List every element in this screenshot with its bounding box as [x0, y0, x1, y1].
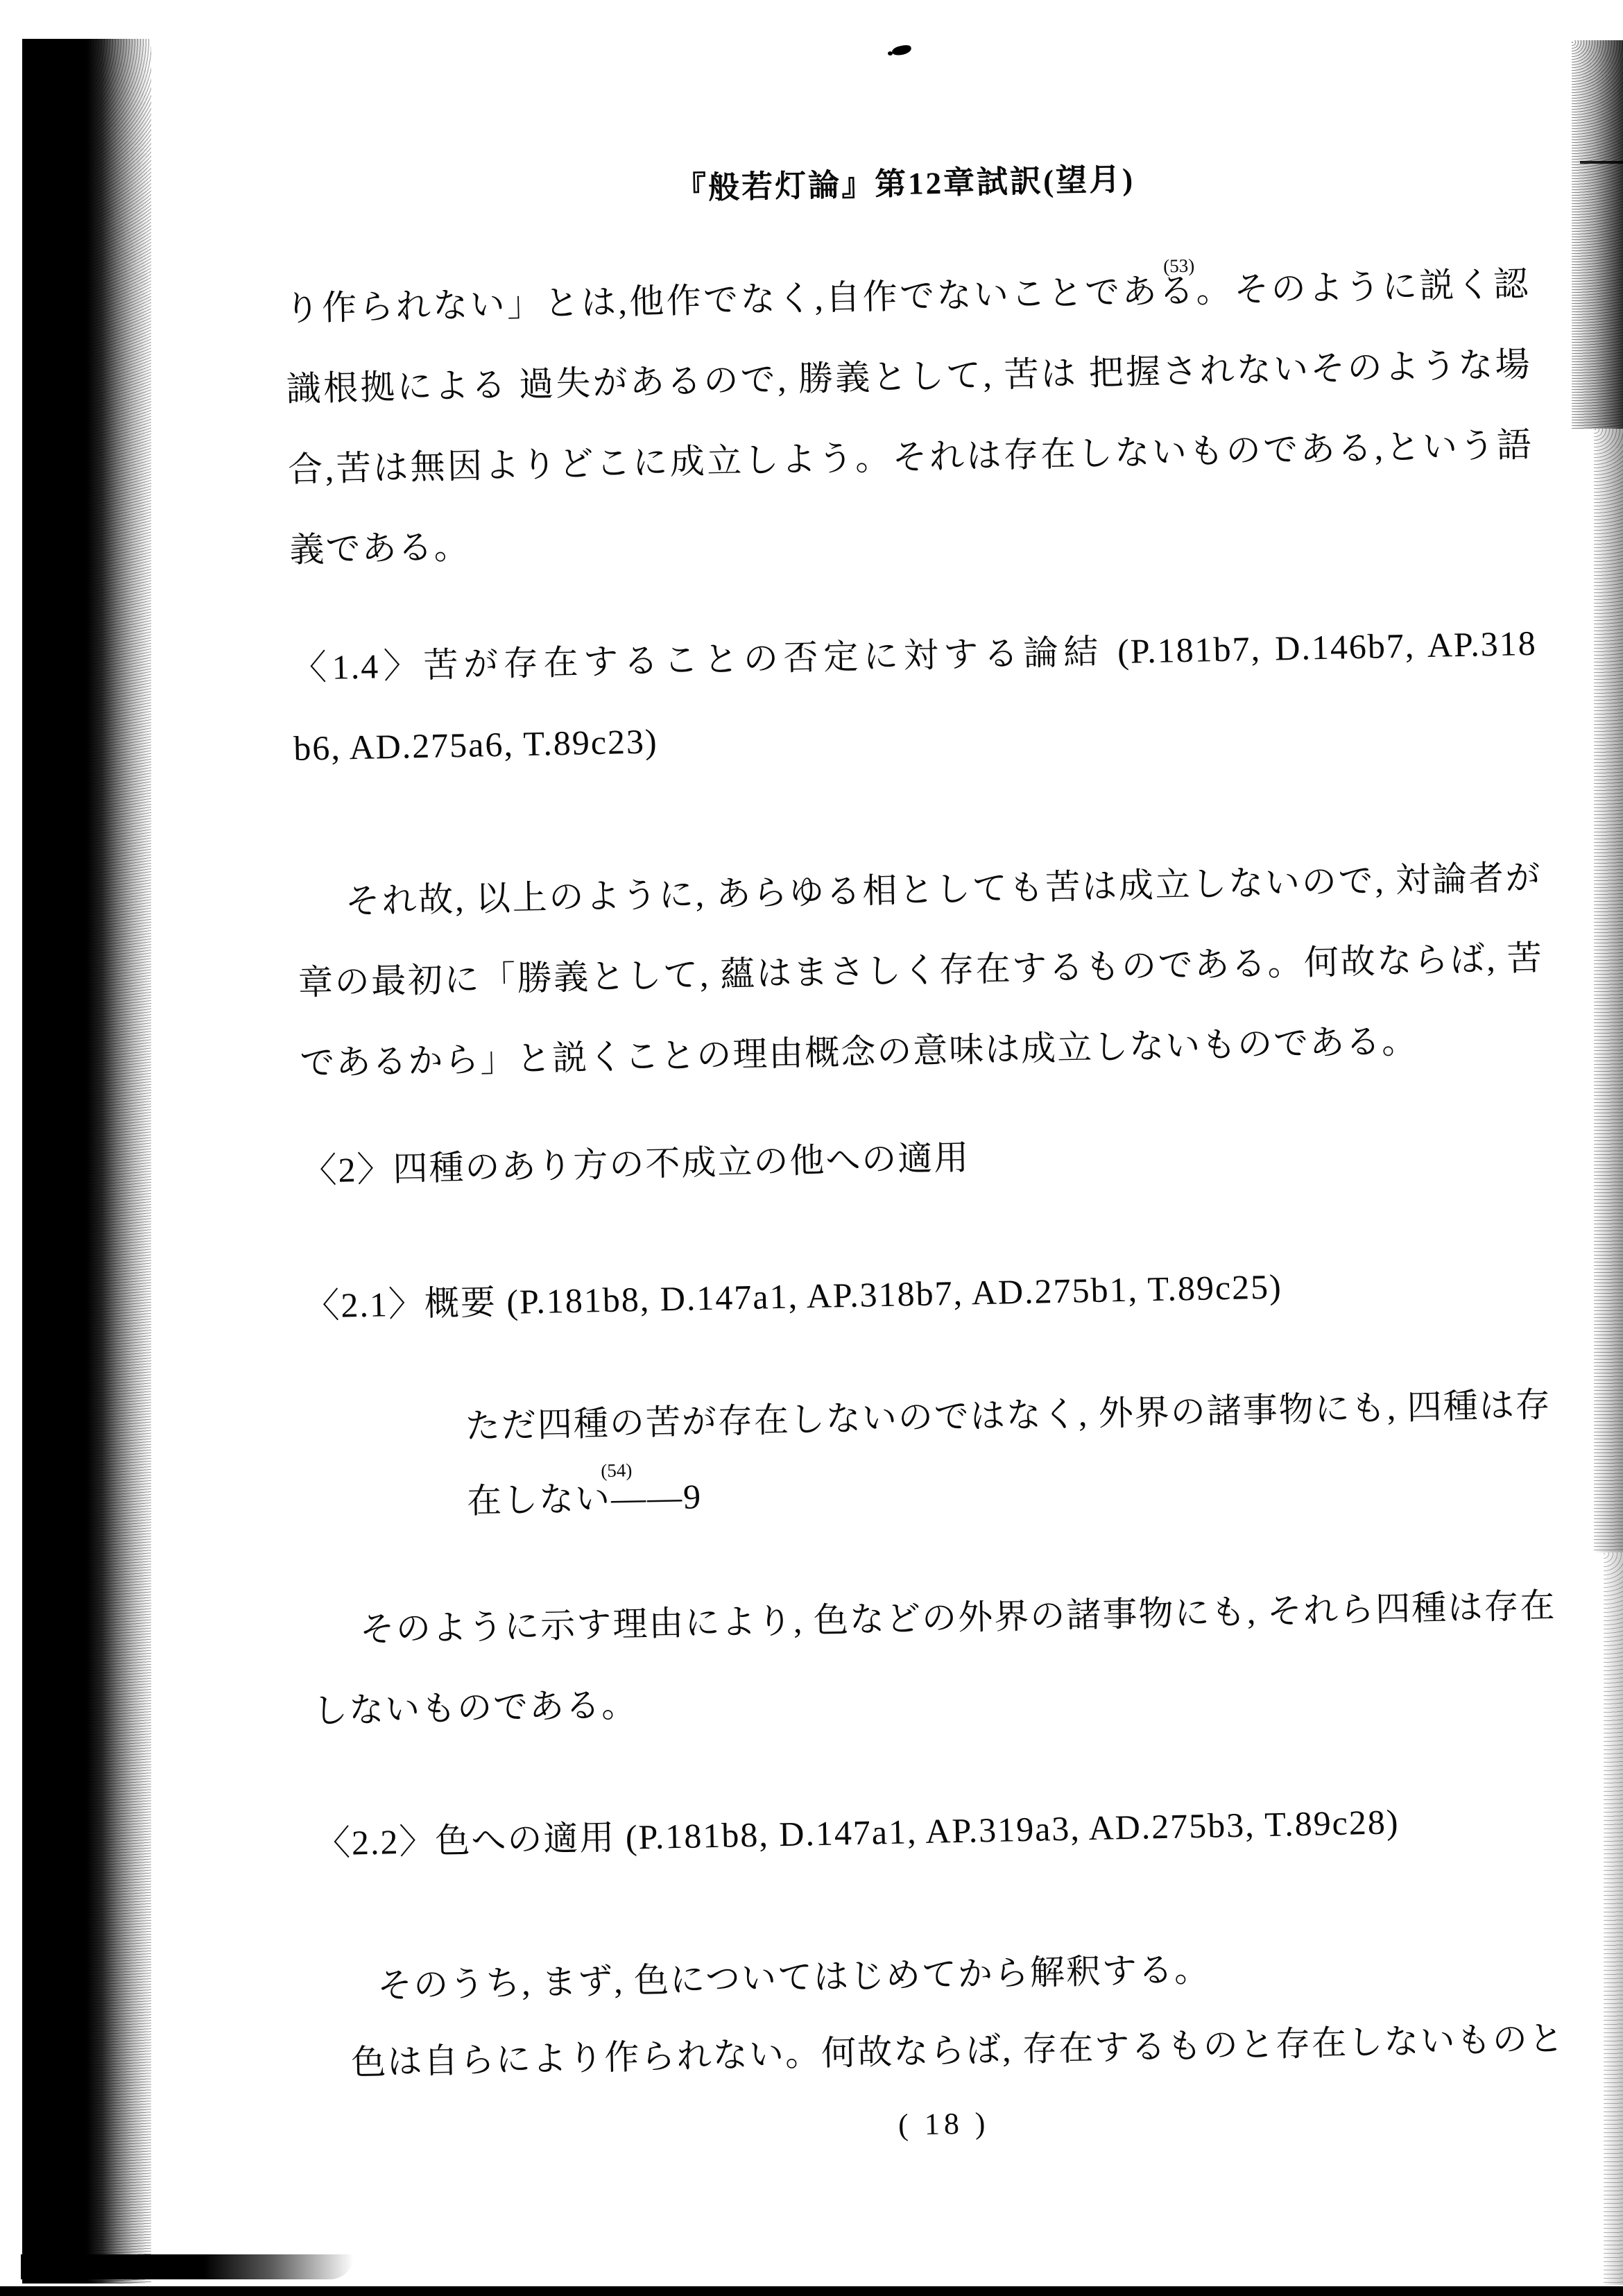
paragraph-1-line-2: 識根拠による 過失があるので, 勝義として, 苦は 把握されないそのような場: [286, 344, 1532, 409]
section-heading-2: [301, 1106, 1547, 1211]
section-heading-1-4-line-1: 〈1.4〉苦が存在することの否定に対する論結 (P.181b7, D.146b7, AP.318: [291, 623, 1538, 687]
section-heading-2-1-text: 〈2.1〉概要 (P.181b8, D.147a1, AP.318b7, AD.275b1, T.89c25): [304, 1267, 1283, 1326]
paragraph-3: [311, 1566, 1558, 1751]
verse-line-2-cont: ――9: [610, 1477, 703, 1518]
paragraph-2-line-2: 章の最初に「勝義として, 蘊はまさしく存在するものである。何故ならば, 苦: [298, 938, 1544, 1002]
page-title: 『般若灯論』第12章試訳(望月): [674, 162, 1135, 206]
paragraph-1-line-1-cont: そのように説く認: [1233, 264, 1530, 309]
section-heading-2-2: [315, 1779, 1561, 1884]
paragraph-3-line-2: しないものである。: [312, 1685, 638, 1731]
paragraph-3-line-1: そのように示す理由により, 色などの外界の諸事物にも, それら四種は存在: [359, 1586, 1557, 1650]
paragraph-1-line-1-text: り作られない」とは,他作でなく,自作でないことである。: [284, 270, 1234, 328]
paragraph-2-line-1: それ故, 以上のように, あらゆる相としても苦は成立しないので, 対論者が: [345, 857, 1542, 921]
verse-quote-9: [307, 1367, 1554, 1542]
section-heading-2-text: 〈2〉四種のあり方の不成立の他への適用: [301, 1138, 970, 1190]
paragraph-2: [296, 837, 1546, 1104]
section-heading-1-4-line-2: b6, AD.275a6, T.89c23): [293, 721, 659, 768]
section-heading-2-2-text: 〈2.2〉色への適用 (P.181b8, D.147a1, AP.319a3, AD.275b3, T.89c28): [315, 1802, 1400, 1863]
paragraph-2-line-3: であるから」と説くことの理由概念の意味は成立しないものである。: [299, 1021, 1418, 1083]
footnote-ref-54: (54): [600, 1459, 633, 1482]
page-number: ( 18 ): [898, 2106, 990, 2142]
verse-line-2-text: 在しない: [466, 1478, 612, 1521]
paragraph-4-line-2: 色は自らにより作られない。何故ならば, 存在するものと存在しないものと: [350, 2019, 1565, 2082]
verse-line-1: ただ四種の苦が存在しないのではなく, 外界の諸事物にも, 四種は存: [465, 1385, 1552, 1446]
footnote-ref-53: (53): [1162, 255, 1195, 277]
paragraph-1-line-3: 合,苦は無因よりどこに成立しよう。それは存在しないものである,という語: [287, 425, 1534, 489]
section-heading-1-4: [291, 603, 1539, 789]
paragraph-1: [284, 243, 1535, 590]
section-heading-2-1: [304, 1241, 1550, 1346]
paragraph-1-line-4: 義である。: [289, 526, 471, 569]
paragraph-4-line-1: そのうち, まず, 色についてはじめてから解釈する。: [377, 1949, 1211, 2005]
